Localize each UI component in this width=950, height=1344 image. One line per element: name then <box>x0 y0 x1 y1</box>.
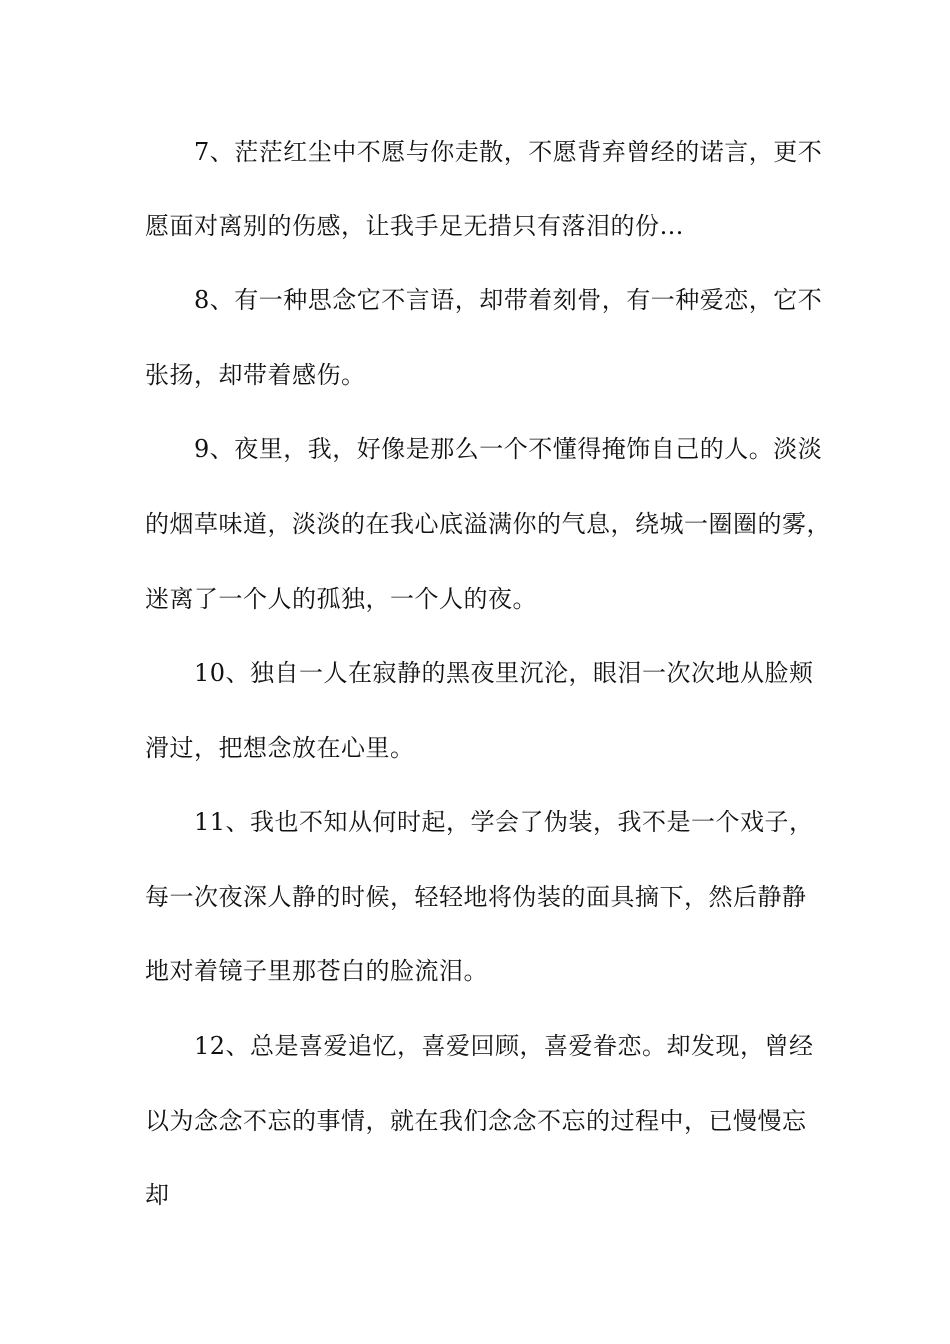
paragraph-9-line-3: 迷离了一个人的孤独，一个人的夜。 <box>145 585 537 613</box>
paragraph-7-line-2: 愿面对离别的伤感，让我手足无措只有落泪的份… <box>145 212 684 240</box>
paragraph-11-line-1: 11、我也不知从何时起，学会了伪装，我不是一个戏子， <box>194 808 814 836</box>
paragraph-12-line-2: 以为念念不忘的事情，就在我们念念不忘的过程中，已慢慢忘 <box>145 1107 807 1135</box>
paragraph-10-line-2: 滑过，把想念放在心里。 <box>145 734 415 762</box>
paragraph-11-line-2: 每一次夜深人静的时候，轻轻地将伪装的面具摘下，然后静静 <box>145 883 807 911</box>
paragraph-12-line-3: 却 <box>145 1181 170 1209</box>
paragraph-10-line-1: 10、独自一人在寂静的黑夜里沉沦，眼泪一次次地从脸颊 <box>194 659 814 687</box>
paragraph-11-line-3: 地对着镜子里那苍白的脸流泪。 <box>145 957 488 985</box>
paragraph-9-line-1: 9、夜里，我，好像是那么一个不懂得掩饰自己的人。淡淡 <box>194 435 823 463</box>
paragraph-7-line-1: 7、茫茫红尘中不愿与你走散，不愿背弃曾经的诺言，更不 <box>194 138 823 166</box>
paragraph-8-line-1: 8、有一种思念它不言语，却带着刻骨，有一种爱恋，它不 <box>194 286 823 314</box>
paragraph-8-line-2: 张扬，却带着感伤。 <box>145 361 366 389</box>
paragraph-12-line-1: 12、总是喜爱追忆，喜爱回顾，喜爱眷恋。却发现，曾经 <box>194 1032 814 1060</box>
paragraph-9-line-2: 的烟草味道，淡淡的在我心底溢满你的气息，绕城一圈圈的雾， <box>145 510 831 538</box>
